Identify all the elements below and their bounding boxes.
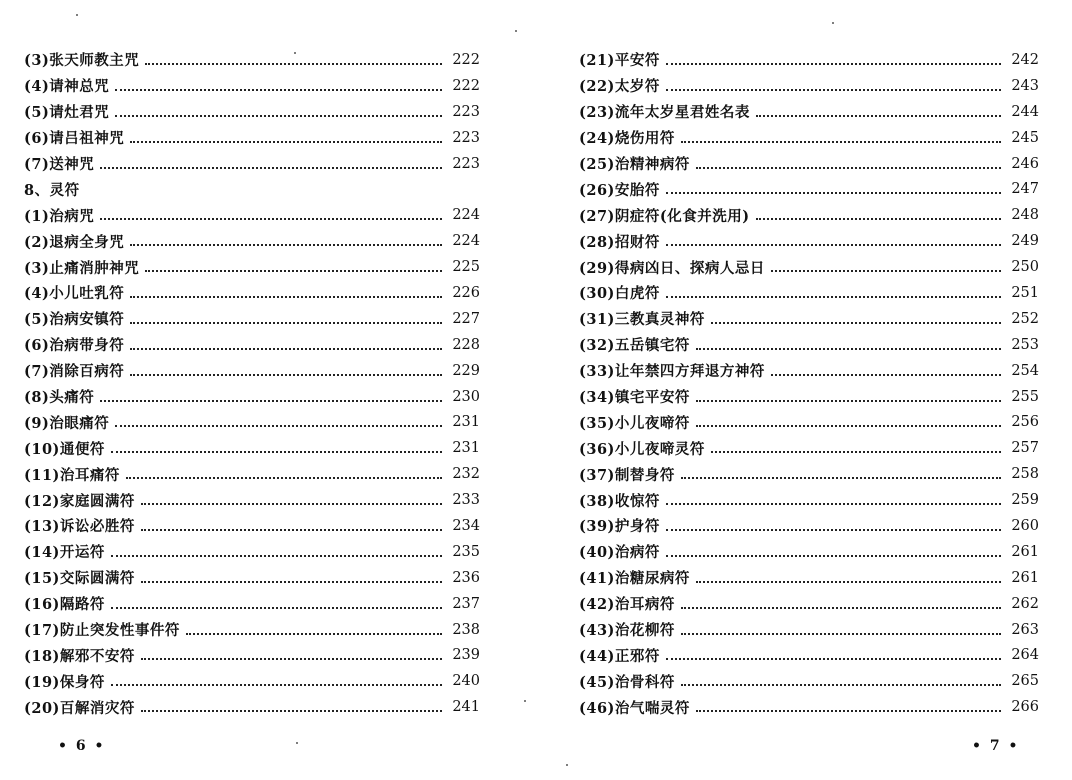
toc-entry [579, 565, 1039, 591]
toc-entry [24, 306, 480, 332]
toc-page-number: 262 [1011, 595, 1039, 612]
toc-entry [24, 358, 480, 384]
toc-entry [579, 435, 1039, 461]
toc-page-number: 260 [1011, 517, 1039, 534]
toc-page-number: 265 [1011, 673, 1039, 690]
toc-page-number: 258 [1011, 466, 1039, 483]
toc-entry-label: (24)烧伤用符 [579, 130, 675, 148]
scan-speck [515, 30, 517, 32]
toc-entry [579, 642, 1039, 668]
dot-leader [666, 63, 1001, 65]
toc-entry-label: (5)治病安镇符 [24, 311, 125, 329]
toc-entry-label: (14)开运符 [24, 544, 105, 562]
dot-leader [696, 425, 1001, 427]
dot-leader [126, 477, 442, 479]
toc-entry [579, 384, 1039, 410]
toc-entry [24, 73, 480, 99]
toc-entry [579, 668, 1039, 694]
toc-entry-label: (37)制替身符 [579, 466, 675, 484]
toc-entry [24, 487, 480, 513]
toc-entry [579, 306, 1039, 332]
toc-page-number: 225 [452, 259, 480, 276]
toc-page-number: 231 [452, 440, 480, 457]
toc-entry-label: (30)白虎符 [579, 285, 660, 303]
scan-speck [294, 52, 296, 54]
dot-leader [666, 658, 1001, 660]
toc-page-number: 254 [1011, 362, 1039, 379]
toc-entry-label: (2)退病全身咒 [24, 233, 125, 251]
toc-page-number: 237 [452, 595, 480, 612]
toc-page-number: 222 [452, 77, 480, 94]
toc-entry [24, 461, 480, 487]
toc-page-number: 259 [1011, 492, 1039, 509]
dot-leader [666, 89, 1001, 91]
toc-entry-label: (19)保身符 [24, 673, 105, 691]
dot-leader [681, 141, 1001, 143]
toc-page-number: 222 [452, 51, 480, 68]
toc-entry-label: 8、灵符 [24, 181, 80, 199]
dot-leader [666, 244, 1001, 246]
scan-speck [296, 742, 298, 744]
toc-page-number: 236 [452, 569, 480, 586]
toc-entry [24, 591, 480, 617]
toc-entry-label: (7)消除百病符 [24, 363, 125, 381]
scan-speck [832, 22, 834, 24]
toc-page-number: 261 [1011, 569, 1039, 586]
toc-entry [24, 125, 480, 151]
dot-leader [145, 270, 442, 272]
toc-entry [24, 384, 480, 410]
toc-entry [579, 487, 1039, 513]
toc-entry-label: (12)家庭圆满符 [24, 492, 135, 510]
toc-entry [579, 513, 1039, 539]
toc-entry [24, 228, 480, 254]
dot-leader [130, 374, 442, 376]
dot-leader [141, 503, 442, 505]
dot-leader [130, 244, 442, 246]
scan-speck [524, 700, 526, 702]
dot-leader [115, 115, 442, 117]
toc-entry-label: (3)张天师教主咒 [24, 52, 140, 70]
dot-leader [100, 218, 442, 220]
dot-leader [696, 400, 1001, 402]
toc-entry-label: (8)头痛符 [24, 389, 95, 407]
scan-speck [76, 14, 78, 16]
toc-entry [24, 617, 480, 643]
dot-leader [130, 141, 442, 143]
toc-entry [579, 202, 1039, 228]
dot-leader [666, 529, 1001, 531]
toc-entry-label: (26)安胎符 [579, 181, 660, 199]
toc-entry [24, 409, 480, 435]
dot-leader [115, 425, 442, 427]
dot-leader [666, 192, 1001, 194]
toc-page-number: 238 [452, 621, 480, 638]
dot-leader [681, 684, 1001, 686]
toc-entry-label: (43)治花柳符 [579, 622, 675, 640]
toc-entry-label: (34)镇宅平安符 [579, 389, 690, 407]
toc-entry [579, 47, 1039, 73]
toc-list-right [579, 47, 1039, 720]
dot-leader [681, 633, 1001, 635]
toc-entry-label: (7)送神咒 [24, 156, 95, 173]
toc-entry-label: (21)平安符 [579, 52, 660, 70]
toc-entry-label: (4)请神总咒 [24, 78, 110, 96]
toc-entry-label: (23)流年太岁星君姓名表 [579, 104, 750, 122]
toc-entry [24, 513, 480, 539]
dot-leader [141, 581, 442, 583]
toc-entry-label: (27)阴症符(化食并洗用) [579, 207, 750, 225]
dot-leader [696, 167, 1001, 169]
toc-entry-label: (22)太岁符 [579, 78, 660, 96]
dot-leader [130, 348, 442, 350]
toc-entry [579, 332, 1039, 358]
toc-entry [579, 176, 1039, 202]
toc-page-number: 235 [452, 543, 480, 560]
scan-speck [566, 764, 568, 766]
toc-entry-label: (3)止痛消肿神咒 [24, 259, 140, 277]
toc-entry [579, 151, 1039, 177]
toc-page-number: 229 [452, 362, 480, 379]
toc-entry-label: (33)让年禁四方拜退方神符 [579, 363, 765, 381]
toc-page-number: 253 [1011, 336, 1039, 353]
toc-entry-label: (31)三教真灵神符 [579, 311, 705, 329]
toc-entry [24, 668, 480, 694]
toc-page-number: 251 [1011, 284, 1039, 301]
toc-entry [24, 642, 480, 668]
toc-page-number: 232 [452, 466, 480, 483]
dot-leader [141, 658, 442, 660]
dot-leader [111, 555, 442, 557]
toc-entry [579, 99, 1039, 125]
dot-leader [696, 348, 1001, 350]
toc-entry [579, 539, 1039, 565]
toc-entry-label: (6)治病带身符 [24, 337, 125, 355]
dot-leader [100, 167, 442, 169]
dot-leader [111, 684, 442, 686]
page-number-left: • 6 • [58, 738, 106, 754]
toc-page-number: 250 [1011, 259, 1039, 276]
toc-entry [579, 280, 1039, 306]
toc-entry-label: (13)诉讼必胜符 [24, 518, 135, 536]
toc-section-heading [24, 176, 480, 202]
toc-page-number: 241 [452, 699, 480, 716]
dot-leader [711, 322, 1001, 324]
toc-page-number: 224 [452, 233, 480, 250]
toc-entry-label: (28)招财符 [579, 233, 660, 251]
toc-entry-label: (46)治气喘灵符 [579, 699, 690, 717]
toc-entry [24, 47, 480, 73]
toc-entry [24, 565, 480, 591]
toc-entry [579, 358, 1039, 384]
dot-leader [130, 322, 442, 324]
dot-leader [771, 374, 1001, 376]
toc-entry-label: (11)治耳痛符 [24, 466, 120, 484]
toc-page-number: 261 [1011, 543, 1039, 560]
toc-entry-label: (18)解邪不安符 [24, 647, 135, 665]
toc-entry-label: (44)正邪符 [579, 647, 660, 665]
dot-leader [681, 477, 1001, 479]
toc-page-number: 249 [1011, 233, 1039, 250]
toc-page-number: 266 [1011, 699, 1039, 716]
toc-page-number: 231 [452, 414, 480, 431]
toc-page-number: 247 [1011, 181, 1039, 198]
toc-entry-label: (32)五岳镇宅符 [579, 337, 690, 355]
toc-entry [24, 694, 480, 720]
toc-entry-label: (45)治骨科符 [579, 673, 675, 691]
toc-entry [24, 539, 480, 565]
toc-entry-label: (29)得病凶日、探病人忌日 [579, 259, 765, 277]
dot-leader [756, 115, 1001, 117]
toc-entry [24, 435, 480, 461]
page-number-right: • 7 • [972, 738, 1020, 754]
toc-entry [579, 125, 1039, 151]
toc-page-number: 264 [1011, 647, 1039, 664]
dot-leader [111, 451, 442, 453]
dot-leader [696, 710, 1001, 712]
toc-entry-label: (6)请吕祖神咒 [24, 130, 125, 148]
toc-entry-label: (1)治病咒 [24, 207, 95, 225]
toc-page-number: 248 [1011, 207, 1039, 224]
dot-leader [666, 555, 1001, 557]
toc-entry-label: (36)小儿夜啼灵符 [579, 440, 705, 458]
toc-entry-label: (25)治精神病符 [579, 156, 690, 173]
toc-entry [579, 73, 1039, 99]
toc-page-number: 223 [452, 155, 480, 172]
toc-entry [579, 254, 1039, 280]
toc-page-number: 239 [452, 647, 480, 664]
toc-page-number: 224 [452, 207, 480, 224]
toc-list-left [24, 47, 480, 720]
toc-entry-label: (16)隔路符 [24, 596, 105, 614]
toc-entry [24, 332, 480, 358]
toc-entry-label: (10)通便符 [24, 440, 105, 458]
toc-entry-label: (15)交际圆满符 [24, 570, 135, 588]
toc-entry-label: (39)护身符 [579, 518, 660, 536]
toc-page-number: 263 [1011, 621, 1039, 638]
toc-entry-label: (9)治眼痛符 [24, 414, 110, 432]
dot-leader [115, 89, 442, 91]
dot-leader [696, 581, 1001, 583]
toc-entry-label: (17)防止突发性事件符 [24, 622, 180, 640]
toc-entry-label: (35)小儿夜啼符 [579, 414, 690, 432]
toc-page-number: 256 [1011, 414, 1039, 431]
dot-leader [711, 451, 1001, 453]
toc-page-number: 246 [1011, 155, 1039, 172]
toc-entry-label: (38)收惊符 [579, 492, 660, 510]
toc-entry [579, 461, 1039, 487]
toc-page-number: 243 [1011, 77, 1039, 94]
toc-page-number: 226 [452, 284, 480, 301]
toc-entry-label: (40)治病符 [579, 544, 660, 562]
toc-page-number: 230 [452, 388, 480, 405]
toc-page-number: 240 [452, 673, 480, 690]
dot-leader [130, 296, 442, 298]
toc-page-number: 234 [452, 517, 480, 534]
toc-entry [579, 694, 1039, 720]
toc-page-number: 223 [452, 103, 480, 120]
toc-entry [579, 617, 1039, 643]
toc-entry-label: (42)治耳病符 [579, 596, 675, 614]
dot-leader [681, 607, 1001, 609]
dot-leader [771, 270, 1001, 272]
toc-entry [24, 99, 480, 125]
toc-page-number: 252 [1011, 310, 1039, 327]
toc-entry-label: (41)治糖尿病符 [579, 570, 690, 588]
toc-page-number: 233 [452, 492, 480, 509]
dot-leader [145, 63, 442, 65]
toc-entry [579, 591, 1039, 617]
toc-page-number: 227 [452, 310, 480, 327]
toc-entry [24, 202, 480, 228]
toc-page-number: 257 [1011, 440, 1039, 457]
toc-entry-label: (5)请灶君咒 [24, 104, 110, 122]
dot-leader [666, 503, 1001, 505]
toc-entry-label: (4)小儿吐乳符 [24, 285, 125, 303]
toc-page-number: 245 [1011, 129, 1039, 146]
toc-page-number: 242 [1011, 51, 1039, 68]
dot-leader [666, 296, 1001, 298]
dot-leader [756, 218, 1001, 220]
toc-entry [579, 409, 1039, 435]
dot-leader [141, 710, 442, 712]
toc-page-number: 244 [1011, 103, 1039, 120]
toc-page-number: 223 [452, 129, 480, 146]
toc-entry-label: (20)百解消灾符 [24, 699, 135, 717]
toc-page-number: 228 [452, 336, 480, 353]
dot-leader [100, 400, 442, 402]
toc-entry [24, 280, 480, 306]
toc-entry [24, 254, 480, 280]
dot-leader [111, 607, 442, 609]
dot-leader [141, 529, 442, 531]
toc-entry [579, 228, 1039, 254]
dot-leader [186, 633, 442, 635]
right-page [536, 0, 1072, 780]
toc-page-number: 255 [1011, 388, 1039, 405]
toc-entry [24, 151, 480, 177]
